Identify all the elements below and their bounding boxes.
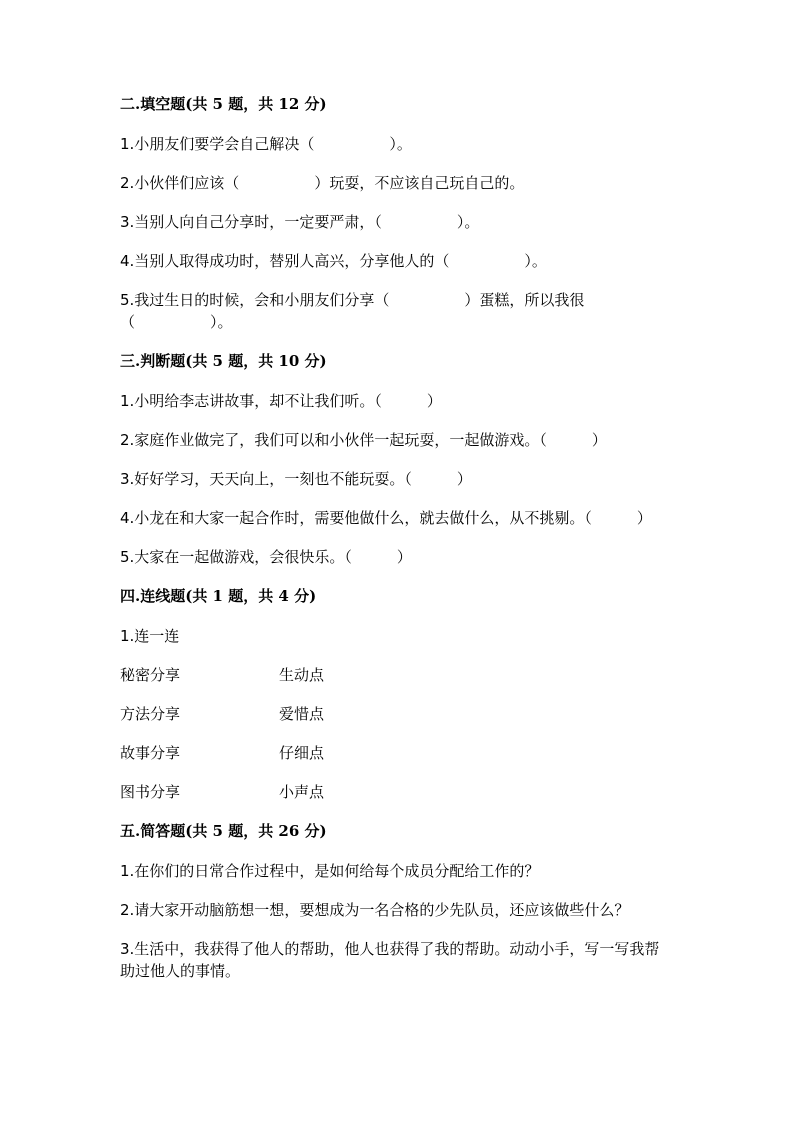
match-row <box>120 703 680 725</box>
match-left-item: 方法分享 <box>120 705 181 723</box>
fill-question-4: 4.当别人取得成功时，替别人高兴，分享他人的（ ）。 <box>120 252 547 270</box>
worksheet <box>120 93 680 982</box>
match-left-item: 故事分享 <box>120 744 181 762</box>
judge-question-4: 4.小龙在和大家一起合作时，需要他做什么，就去做什么，从不挑剔。（ ） <box>120 509 652 527</box>
match-row <box>120 664 680 686</box>
fill-question-5: 5.我过生日的时候，会和小朋友们分享（ ）蛋糕，所以我很（ ）。 <box>120 291 585 331</box>
judge-question-5: 5.大家在一起做游戏，会很快乐。（ ） <box>120 548 412 566</box>
match-right-item: 仔细点 <box>279 744 325 762</box>
fill-question-2: 2.小伙伴们应该（ ）玩耍，不应该自己玩自己的。 <box>120 174 525 192</box>
match-row <box>120 781 680 803</box>
fill-question-3: 3.当别人向自己分享时，一定要严肃，（ ）。 <box>120 213 480 231</box>
match-right-item: 生动点 <box>279 666 325 684</box>
judge-question-3: 3.好好学习，天天向上，一刻也不能玩耍。（ ） <box>120 470 472 488</box>
match-row <box>120 742 680 764</box>
judge-question-1: 1.小明给李志讲故事，却不让我们听。（ ） <box>120 392 442 410</box>
short-section-title: 五.简答题(共 5 题，共 26 分) <box>120 822 327 840</box>
fill-question-1: 1.小朋友们要学会自己解决（ ）。 <box>120 135 412 153</box>
short-question-3: 3.生活中，我获得了他人的帮助，他人也获得了我的帮助。动动小手，写一写我帮助过他人的事情。 <box>120 940 660 980</box>
match-left-item: 秘密分享 <box>120 666 181 684</box>
match-right-item: 小声点 <box>279 783 325 801</box>
match-prompt: 1.连一连 <box>120 627 180 645</box>
short-question-1: 1.在你们的日常合作过程中，是如何给每个成员分配给工作的？ <box>120 862 540 880</box>
judge-question-2: 2.家庭作业做完了，我们可以和小伙伴一起玩耍，一起做游戏。（ ） <box>120 431 607 449</box>
short-question-2: 2.请大家开动脑筋想一想，要想成为一名合格的少先队员，还应该做些什么？ <box>120 901 630 919</box>
match-left-item: 图书分享 <box>120 783 181 801</box>
judge-section-title: 三.判断题(共 5 题，共 10 分) <box>120 352 327 370</box>
match-right-item: 爱惜点 <box>279 705 325 723</box>
fill-section-title: 二.填空题(共 5 题，共 12 分) <box>120 95 327 113</box>
match-section-title: 四.连线题(共 1 题，共 4 分) <box>120 587 317 605</box>
